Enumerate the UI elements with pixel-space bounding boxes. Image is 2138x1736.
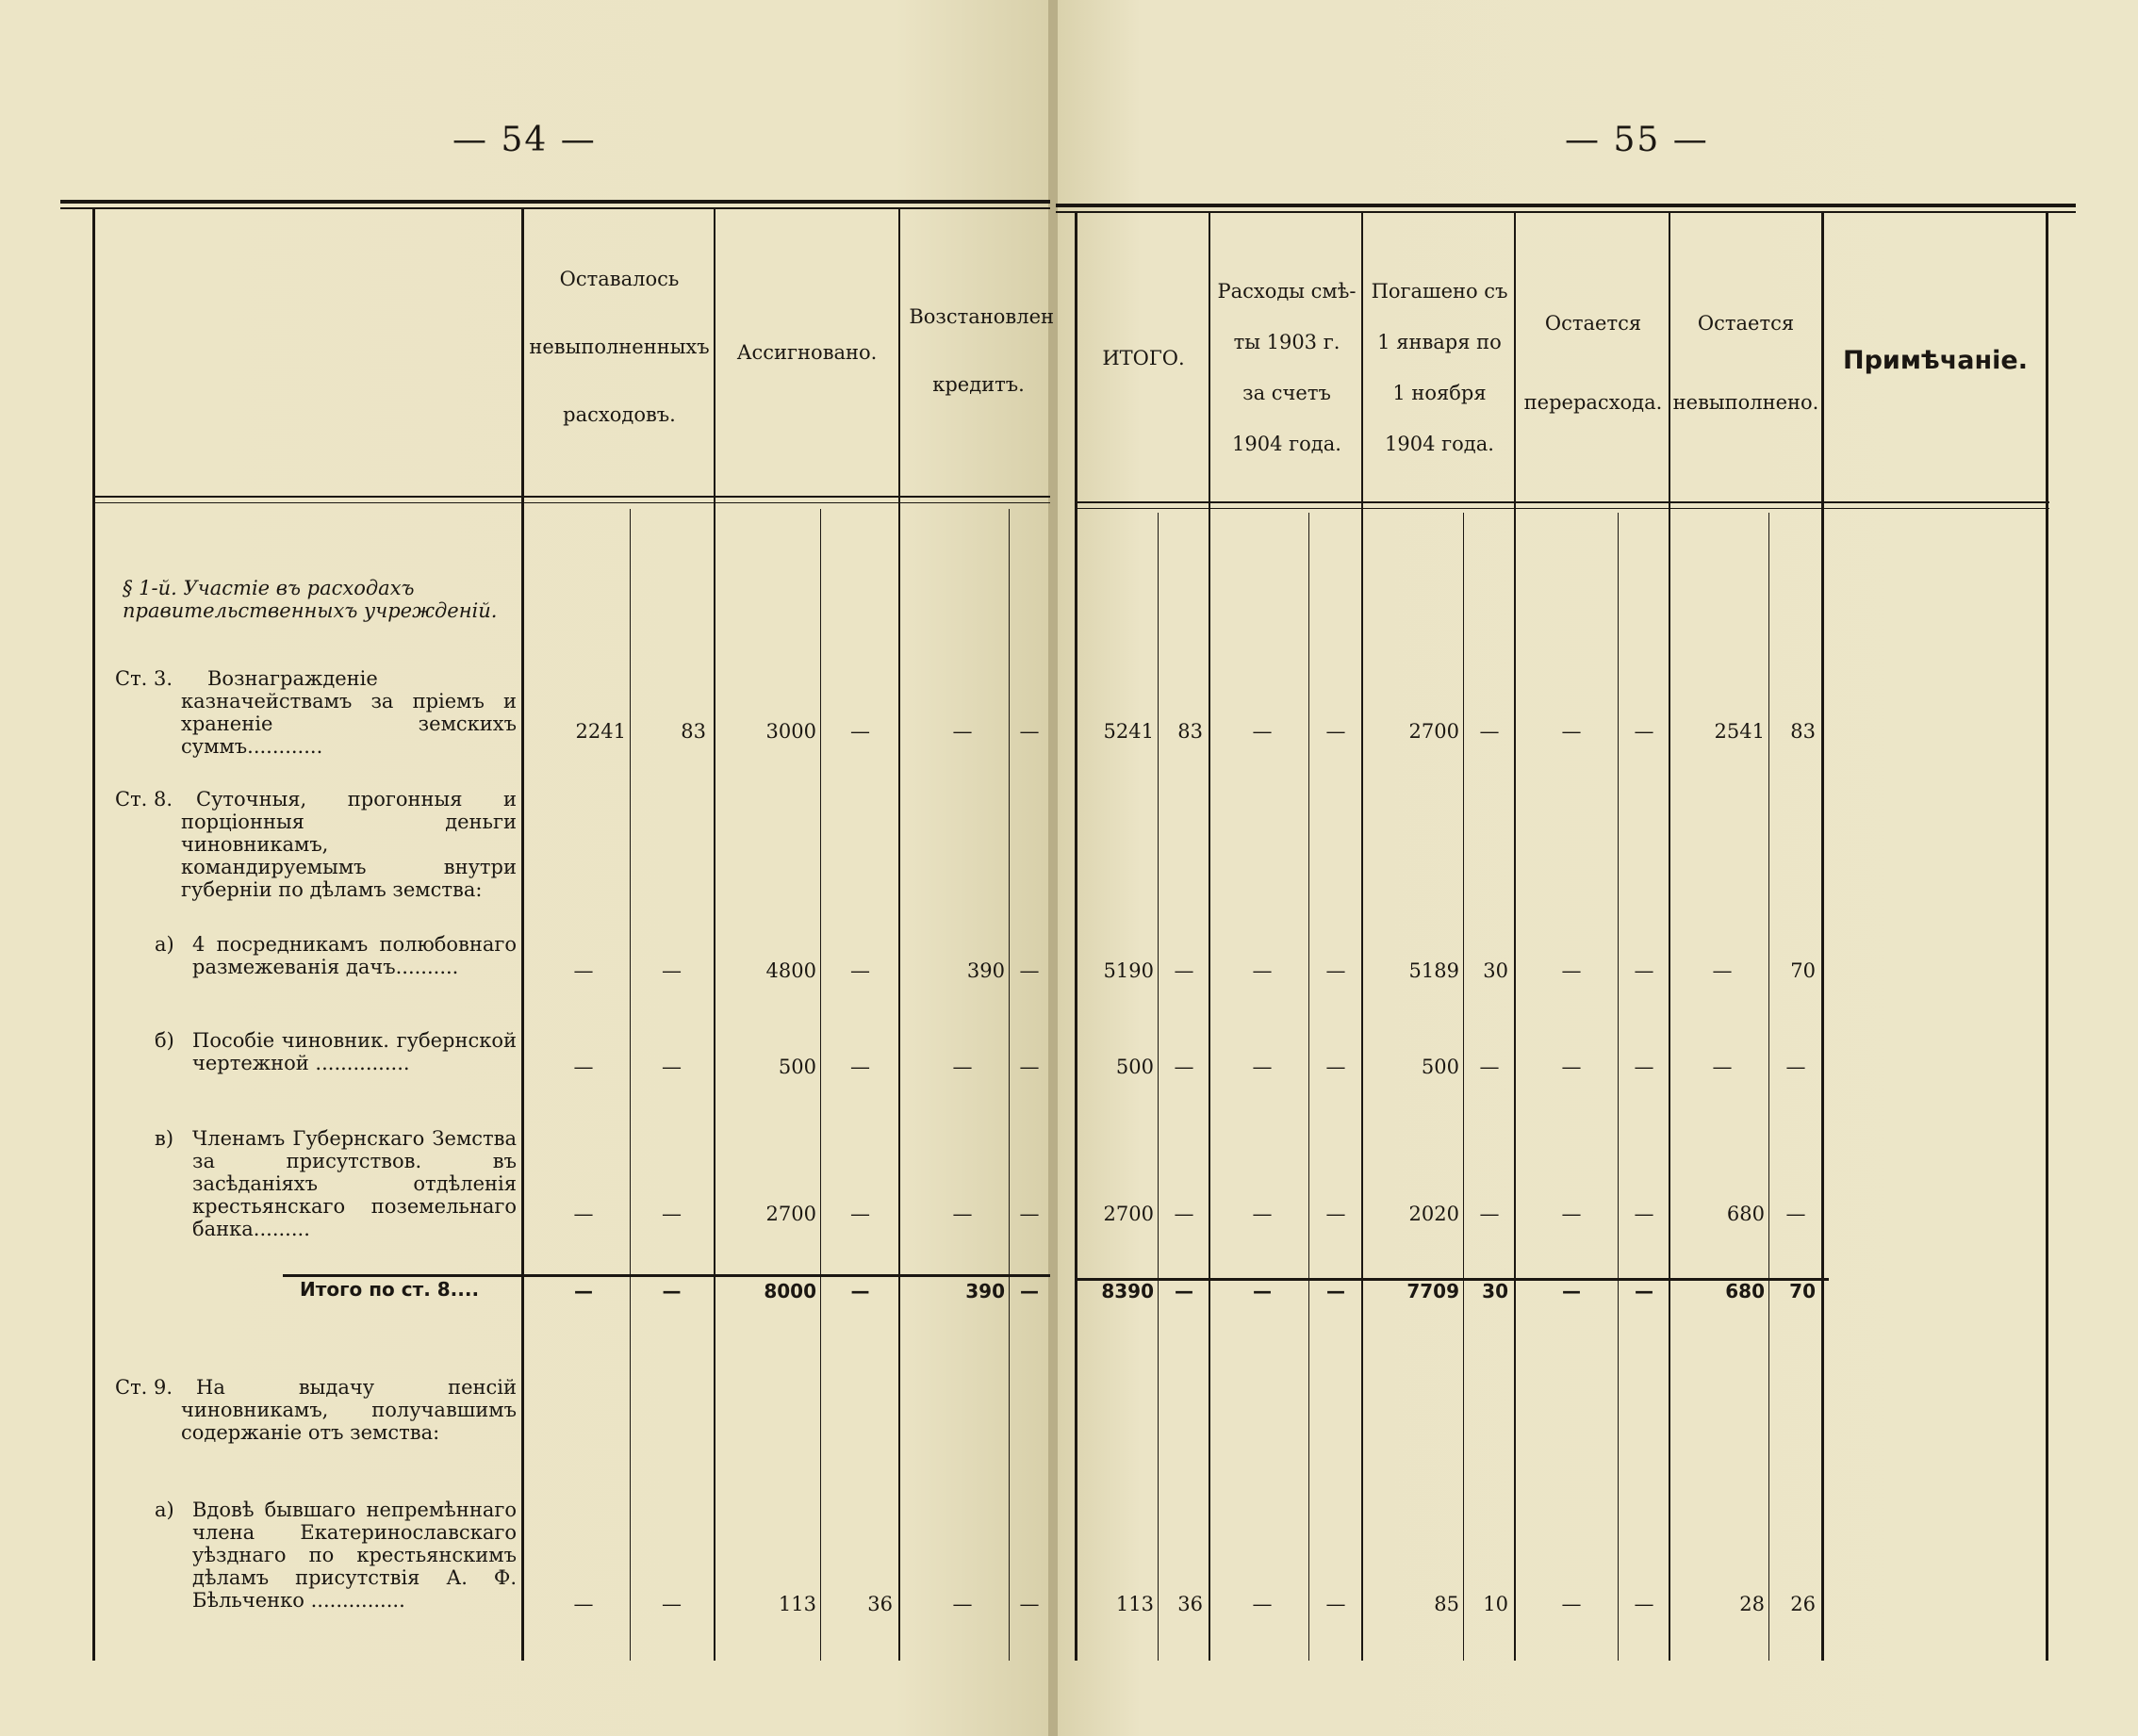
left-border (92, 209, 95, 1661)
header-bottom-right-1 (1075, 501, 2049, 503)
cell-st9a-total-rubles: 113 (1115, 1593, 1154, 1615)
cell-st8v-remaining-kopecks: — (662, 1203, 682, 1225)
cell-st9a-exp-kopecks: — (1325, 1593, 1346, 1615)
cell-st3-remaining-rubles: 2241 (575, 720, 626, 743)
cell-st8a-repaid-kopecks: 30 (1483, 959, 1508, 982)
row-st8a-desc: 4 посредникамъ полюбовнаго размежеванія дачъ.......... (192, 933, 517, 978)
col-sep-r2 (1361, 213, 1363, 1661)
cell-st8b-exp-kopecks: — (1325, 1056, 1346, 1078)
cell-total8-repaid-kopecks: 30 (1482, 1280, 1508, 1302)
cell-total8-unf-kopecks: 70 (1789, 1280, 1816, 1302)
right-page (1054, 0, 2138, 1736)
cell-st8v-over-rubles: — (1561, 1203, 1582, 1225)
row-st8v-desc: Членамъ Губернскаго Земства за присутствов. въ засѣданіяхъ отдѣленія крестьянскаго поземельнаго банка......... (192, 1127, 517, 1240)
row-st8-desc: Суточныя, прогонныя и порціонныя деньги чиновникамъ, командируемымъ внутри губерніи по дѣламъ земства: (181, 788, 517, 901)
row-st9a-label: а) (155, 1499, 174, 1521)
header-restored: Возстановлен кредитъ. (909, 305, 1054, 396)
cell-st8a-total-rubles: 5190 (1103, 959, 1154, 982)
cell-st8a-unf-kopecks: 70 (1790, 959, 1816, 982)
cell-st3-assigned-rubles: 3000 (765, 720, 816, 743)
cell-st9a-restored-kopecks: — (1019, 1593, 1040, 1615)
cell-st8b-over-rubles: — (1561, 1056, 1582, 1078)
cell-st8b-total-kopecks: — (1174, 1056, 1194, 1078)
kop-sep-r2 (1308, 513, 1309, 1661)
cell-st9a-unf-rubles: 28 (1739, 1593, 1765, 1615)
cell-st8b-assigned-rubles: 500 (778, 1056, 816, 1078)
cell-st8v-restored-kopecks: — (1019, 1203, 1040, 1225)
kop-sep-r3 (1463, 513, 1464, 1661)
col-sep-r1 (1209, 213, 1210, 1661)
cell-st8v-restored-rubles: — (952, 1203, 973, 1225)
header-unfulfilled: Остается невыполнено. (1672, 312, 1819, 414)
cell-st9a-restored-rubles: — (952, 1593, 973, 1615)
cell-total8-exp-rubles: — (1253, 1280, 1272, 1302)
cell-st3-assigned-kopecks: — (850, 720, 870, 743)
cell-st8a-total-kopecks: — (1174, 959, 1194, 982)
cell-total8-restored-rubles: 390 (965, 1280, 1005, 1302)
col-sep-1 (714, 209, 715, 1661)
col-sep-desc (521, 209, 524, 1661)
kop-sep-r1 (1158, 513, 1159, 1661)
cell-st8b-assigned-kopecks: — (850, 1056, 870, 1078)
cell-total8-total-kopecks: — (1175, 1280, 1193, 1302)
cell-st3-total-rubles: 5241 (1103, 720, 1154, 743)
cell-st9a-remaining-rubles: — (573, 1593, 594, 1615)
row-st8-label: Ст. 8. (115, 788, 173, 811)
cell-st8b-exp-rubles: — (1252, 1056, 1273, 1078)
cell-st8v-total-kopecks: — (1174, 1203, 1194, 1225)
book-gutter (1048, 0, 1058, 1736)
row-st3-desc: Вознагражденіе казначействамъ за пріемъ и храненіе земскихъ суммъ............ (181, 667, 517, 758)
cell-st3-total-kopecks: 83 (1177, 720, 1203, 743)
row-st8b-desc: Пособіе чиновник. губернской чертежной ............... (192, 1029, 517, 1074)
cell-st8a-restored-kopecks: — (1019, 959, 1040, 982)
cell-st8a-unf-rubles: — (1712, 959, 1733, 982)
row-st8a-label: а) (155, 933, 174, 956)
cell-total8-over-kopecks: — (1635, 1280, 1653, 1302)
cell-st3-repaid-rubles: 2700 (1408, 720, 1459, 743)
row-st9-label: Ст. 9. (115, 1376, 173, 1399)
cell-st8a-restored-rubles: 390 (966, 959, 1005, 982)
top-rule-right-thick (1056, 204, 2076, 207)
kop-sep-r4 (1618, 513, 1619, 1661)
cell-st3-restored-rubles: — (952, 720, 973, 743)
cell-total8-exp-kopecks: — (1326, 1280, 1345, 1302)
header-bottom-left-2 (94, 502, 1050, 503)
col-sep-2 (898, 209, 900, 1661)
cell-st8a-over-rubles: — (1561, 959, 1582, 982)
cell-st8a-assigned-kopecks: — (850, 959, 870, 982)
col-sep-r5 (1821, 213, 1824, 1661)
cell-total8-assigned-kopecks: — (850, 1280, 870, 1302)
header-bottom-right-2 (1075, 508, 2049, 509)
kop-sep-r5 (1768, 513, 1769, 1661)
cell-st9a-repaid-kopecks: 10 (1483, 1593, 1508, 1615)
cell-st8a-exp-rubles: — (1252, 959, 1273, 982)
cell-st8b-repaid-rubles: 500 (1421, 1056, 1459, 1078)
header-bottom-left-1 (94, 496, 1050, 498)
cell-st3-restored-kopecks: — (1019, 720, 1040, 743)
header-note: Примѣчаніе. (1842, 346, 2028, 375)
total-st8-label: Итого по ст. 8.... (300, 1278, 480, 1301)
cell-total8-total-rubles: 8390 (1101, 1280, 1154, 1302)
cell-st3-remaining-kopecks: 83 (681, 720, 706, 743)
cell-st8b-total-rubles: 500 (1115, 1056, 1154, 1078)
kop-sep-3 (1009, 509, 1010, 1661)
cell-st8v-unf-kopecks: — (1785, 1203, 1806, 1225)
cell-st8v-over-kopecks: — (1634, 1203, 1654, 1225)
cell-st8v-remaining-rubles: — (573, 1203, 594, 1225)
cell-st8b-unf-kopecks: — (1785, 1056, 1806, 1078)
cell-total8-remaining-kopecks: — (662, 1280, 682, 1302)
cell-st9a-unf-kopecks: 26 (1790, 1593, 1816, 1615)
cell-st8b-repaid-kopecks: — (1479, 1056, 1500, 1078)
cell-st8v-exp-rubles: — (1252, 1203, 1273, 1225)
cell-st8b-restored-rubles: — (952, 1056, 973, 1078)
cell-st8b-restored-kopecks: — (1019, 1056, 1040, 1078)
cell-st3-unf-kopecks: 83 (1790, 720, 1816, 743)
row-st8b-label: б) (155, 1029, 174, 1052)
col-sep-r3 (1514, 213, 1516, 1661)
cell-total8-remaining-rubles: — (574, 1280, 593, 1302)
top-rule-left-thin (60, 207, 1050, 209)
row-st3-label: Ст. 3. (115, 667, 173, 690)
cell-st8a-exp-kopecks: — (1325, 959, 1346, 982)
cell-st8b-unf-rubles: — (1712, 1056, 1733, 1078)
cell-st8a-remaining-rubles: — (573, 959, 594, 982)
cell-st9a-over-kopecks: — (1634, 1593, 1654, 1615)
cell-st8v-assigned-rubles: 2700 (765, 1203, 816, 1225)
cell-st9a-repaid-rubles: 85 (1434, 1593, 1459, 1615)
cell-st3-over-kopecks: — (1634, 720, 1654, 743)
kop-sep-1 (630, 509, 631, 1661)
header-remaining: Оставалось невыполненныхъ расходовъ. (529, 268, 710, 426)
header-expenses: Расходы смѣ- ты 1903 г. за счетъ 1904 года. (1217, 280, 1357, 455)
cell-st3-unf-rubles: 2541 (1714, 720, 1765, 743)
top-rule-left-thick (60, 200, 1050, 204)
cell-st8a-repaid-rubles: 5189 (1408, 959, 1459, 982)
kop-sep-2 (820, 509, 821, 1661)
right-border (2046, 213, 2048, 1661)
cell-total8-restored-kopecks: — (1020, 1280, 1039, 1302)
cell-st8v-total-rubles: 2700 (1103, 1203, 1154, 1225)
page-number-right: — 55 — (1565, 121, 1709, 159)
cell-st3-repaid-kopecks: — (1479, 720, 1500, 743)
cell-st9a-remaining-kopecks: — (662, 1593, 682, 1615)
page-number-left: — 54 — (452, 121, 597, 159)
cell-st9a-over-rubles: — (1561, 1593, 1582, 1615)
cell-st9a-exp-rubles: — (1252, 1593, 1273, 1615)
cell-st8b-remaining-kopecks: — (662, 1056, 682, 1078)
cell-st8v-assigned-kopecks: — (850, 1203, 870, 1225)
cell-st9a-assigned-kopecks: 36 (867, 1593, 893, 1615)
cell-st3-exp-kopecks: — (1325, 720, 1346, 743)
cell-st8v-unf-rubles: 680 (1726, 1203, 1765, 1225)
cell-st9a-total-kopecks: 36 (1177, 1593, 1203, 1615)
cell-total8-repaid-rubles: 7709 (1406, 1280, 1459, 1302)
row-st9a-desc: Вдовѣ бывшаго непремѣннаго члена Екатеринославскаго уѣзднаго по крестьянскимъ дѣламъ присутствія А. Ф. Бѣльченко ............... (192, 1499, 517, 1612)
cell-st9a-assigned-rubles: 113 (778, 1593, 816, 1615)
cell-st8a-remaining-kopecks: — (662, 959, 682, 982)
row-st9-desc: На выдачу пенсій чиновникамъ, получавшимъ содержаніе отъ земства: (181, 1376, 517, 1444)
cell-total8-unf-rubles: 680 (1725, 1280, 1765, 1302)
header-overrun: Остается перерасхода. (1523, 312, 1663, 414)
cell-st8b-over-kopecks: — (1634, 1056, 1654, 1078)
header-total: ИТОГО. (1102, 347, 1185, 369)
right-page-border (1075, 213, 1077, 1661)
cell-st8v-repaid-kopecks: — (1479, 1203, 1500, 1225)
cell-st3-exp-rubles: — (1252, 720, 1273, 743)
header-assigned: Ассигновано. (736, 341, 878, 364)
cell-total8-assigned-rubles: 8000 (764, 1280, 816, 1302)
row-st8v-label: в) (155, 1127, 174, 1150)
cell-st8a-over-kopecks: — (1634, 959, 1654, 982)
cell-st8v-repaid-rubles: 2020 (1408, 1203, 1459, 1225)
cell-st8b-remaining-rubles: — (573, 1056, 594, 1078)
section-heading: § 1-й. Участіе въ расходахъ правительственныхъ учрежденій. (123, 577, 498, 622)
total-rule-left (283, 1274, 1050, 1277)
cell-st3-over-rubles: — (1561, 720, 1582, 743)
cell-st8a-assigned-rubles: 4800 (765, 959, 816, 982)
cell-st8v-exp-kopecks: — (1325, 1203, 1346, 1225)
col-sep-r4 (1669, 213, 1670, 1661)
header-repaid: Погашено съ 1 января по 1 ноября 1904 года. (1371, 280, 1508, 455)
cell-total8-over-rubles: — (1562, 1280, 1581, 1302)
